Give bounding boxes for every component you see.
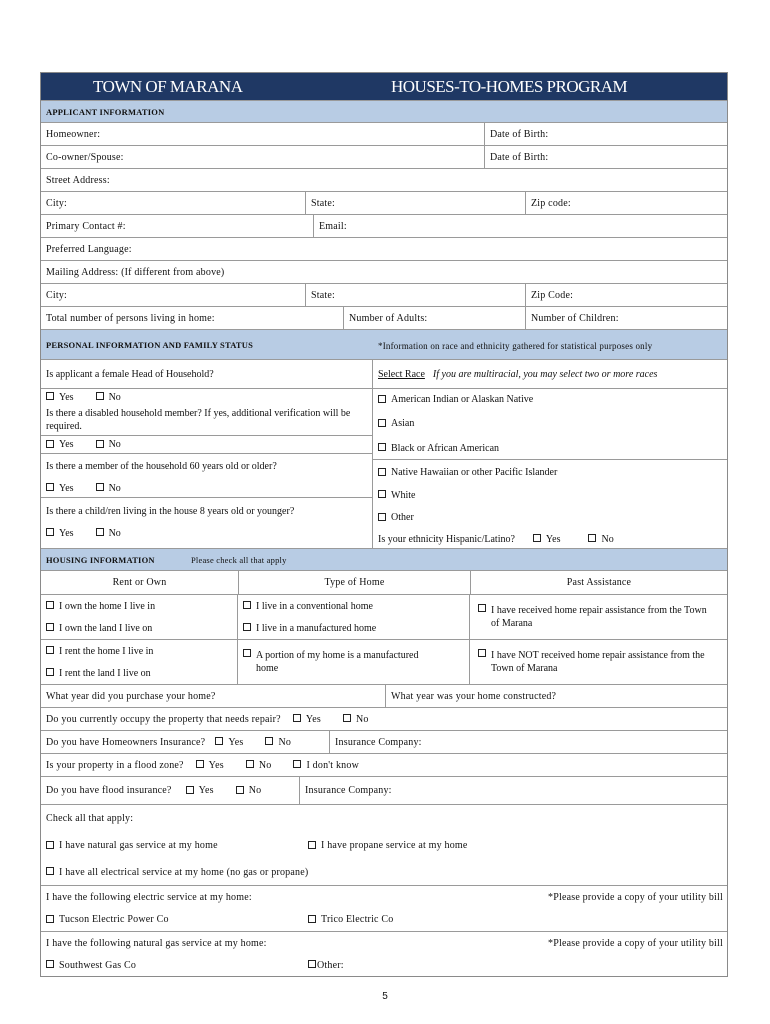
housing-col-headers <box>41 570 727 594</box>
section-note: Please check all that apply <box>191 554 287 565</box>
no-label: No <box>108 527 121 539</box>
conventional-option <box>238 595 469 617</box>
all-electric-row <box>41 859 727 885</box>
race-option <box>373 459 727 485</box>
question-label: Is your property in a flood zone? <box>46 759 184 771</box>
option-label: I own the land I live on <box>59 622 153 634</box>
flood-insurance-question <box>41 777 299 804</box>
checkbox-icon[interactable] <box>46 915 54 923</box>
race-label: Native Hawaiian or other Pacific Islander <box>391 467 558 478</box>
q-female-head: Is applicant a female Head of Household? <box>46 368 214 380</box>
page-number: 5 <box>382 991 388 1002</box>
dob2-field[interactable]: Date of Birth: <box>484 146 727 168</box>
checkbox-icon[interactable] <box>46 440 54 448</box>
checkbox-icon[interactable] <box>293 760 301 768</box>
question-label: Do you have Homeowners Insurance? <box>46 736 206 748</box>
option-label: I have propane service at my home <box>321 840 468 851</box>
language-row <box>41 237 727 260</box>
checkbox-icon[interactable] <box>478 649 486 657</box>
flood-insurance-company-field[interactable]: Insurance Company: <box>299 777 727 804</box>
language-field[interactable]: Preferred Language: <box>46 243 132 255</box>
checkbox-icon[interactable] <box>46 841 54 849</box>
multiracial-note: If you are multiracial, you may select two or more races <box>432 368 658 380</box>
race-label: American Indian or Alaskan Native <box>391 394 534 405</box>
home-type-col <box>238 595 470 684</box>
section-label: PERSONAL INFORMATION AND FAMILY STATUS <box>46 339 254 350</box>
checkbox-icon[interactable] <box>46 483 54 491</box>
checkbox-icon[interactable] <box>46 668 54 676</box>
personal-grid <box>41 359 727 548</box>
race-option <box>373 437 727 459</box>
city2-field[interactable]: City: <box>46 289 68 301</box>
applicant-section-header <box>41 100 727 122</box>
checkbox-icon[interactable] <box>46 646 54 654</box>
occupy-row <box>41 707 727 730</box>
not-received-option <box>470 639 727 684</box>
q-60: Is there a member of the household 60 years old or older? <box>41 453 372 479</box>
manufactured-option <box>238 617 469 639</box>
flood-zone-question <box>41 754 727 776</box>
checkbox-icon[interactable] <box>588 534 596 542</box>
no-label: No <box>108 391 121 403</box>
children-field[interactable]: Number of Children: <box>525 307 727 329</box>
race-label: Black or African American <box>391 442 500 454</box>
mailing-row <box>41 260 727 283</box>
checkbox-icon[interactable] <box>243 649 251 657</box>
personal-section-header <box>41 329 727 359</box>
yes-label: Yes <box>208 759 224 771</box>
option-label: I rent the home I live in <box>59 645 154 657</box>
state-field[interactable]: State: <box>305 192 525 214</box>
application-form <box>40 72 728 977</box>
option-label: Tucson Electric Power Co <box>59 914 169 925</box>
checkbox-icon[interactable] <box>243 623 251 631</box>
utility-note: *Please provide a copy of your utility bill <box>548 891 723 903</box>
natural-gas-option <box>41 832 303 859</box>
no-label: No <box>355 713 369 725</box>
primary-contact-field[interactable]: Primary Contact #: <box>46 220 126 232</box>
question-label: Do you have flood insurance? <box>46 785 172 796</box>
checkbox-icon[interactable] <box>46 601 54 609</box>
housing-grid <box>41 594 727 684</box>
insurance-company-field[interactable]: Insurance Company: <box>329 731 727 753</box>
town-title: TOWN OF MARANA <box>93 76 243 96</box>
city2-row <box>41 283 727 306</box>
propane-option <box>303 832 727 859</box>
personal-left-col <box>41 360 373 548</box>
no-label: No <box>601 533 614 545</box>
occupy-question <box>41 708 727 730</box>
homeowner-field[interactable]: Homeowner: <box>46 128 101 140</box>
check-all-label: Check all that apply: <box>46 813 134 824</box>
yes-label: Yes <box>59 391 74 403</box>
checkbox-icon[interactable] <box>46 392 54 400</box>
mailing-field[interactable]: Mailing Address: (If different from above) <box>46 266 225 278</box>
yes-label: Yes <box>59 527 74 539</box>
option-label: Southwest Gas Co <box>59 959 137 971</box>
yes-label: Yes <box>59 482 74 494</box>
email-field[interactable]: Email: <box>313 215 727 237</box>
zip2-field[interactable]: Zip Code: <box>525 284 727 306</box>
race-option <box>373 485 727 505</box>
checkbox-icon[interactable] <box>215 737 223 745</box>
adults-field[interactable]: Number of Adults: <box>343 307 525 329</box>
electric-options-row <box>41 908 727 931</box>
personal-right-col <box>373 360 727 548</box>
past-assistance-col <box>470 595 727 684</box>
col-type-header: Type of Home <box>238 571 470 594</box>
section-label: HOUSING INFORMATION <box>46 554 155 565</box>
other-option <box>303 954 727 976</box>
received-option <box>470 595 727 639</box>
checkbox-icon[interactable] <box>46 960 54 968</box>
checkbox-icon[interactable] <box>478 604 486 612</box>
race-option <box>373 410 727 437</box>
rent-land-option <box>41 662 237 684</box>
child-options <box>41 524 372 542</box>
insurance-question <box>41 731 329 753</box>
col-past-header: Past Assistance <box>470 571 727 594</box>
street-row <box>41 168 727 191</box>
coowner-field[interactable]: Co-owner/Spouse: <box>46 151 124 163</box>
no-label: No <box>278 736 292 748</box>
option-label: A portion of my home is a manufactured home <box>256 650 419 674</box>
program-title: HOUSES-TO-HOMES PROGRAM <box>391 76 628 96</box>
form-title-bar <box>41 73 727 100</box>
gas-options-row <box>41 954 727 976</box>
race-option <box>373 505 727 530</box>
checkbox-icon[interactable] <box>378 419 386 427</box>
race-heading <box>373 360 727 388</box>
race-option <box>373 388 727 410</box>
gas-service-label <box>41 932 727 954</box>
total-persons-field[interactable]: Total number of persons living in home: <box>46 312 215 324</box>
option-label: I live in a manufactured home <box>256 622 377 634</box>
option-label: I have all electrical service at my home (no gas or propane) <box>59 866 309 878</box>
checkbox-icon[interactable] <box>378 468 386 476</box>
question-label: I have the following natural gas service at my home: <box>46 937 267 949</box>
check-all-row <box>41 804 727 832</box>
checkbox-icon[interactable] <box>46 528 54 536</box>
own-land-option <box>41 617 237 639</box>
purchase-row <box>41 684 727 707</box>
tep-option <box>41 908 303 931</box>
race-label: Other <box>391 512 414 523</box>
disabled-options <box>41 435 372 453</box>
utility-note: *Please provide a copy of your utility bill <box>548 937 723 949</box>
flood-insurance-row <box>41 776 727 804</box>
yes-label: Yes <box>228 736 244 748</box>
persons-row <box>41 306 727 329</box>
no-label: No <box>258 759 272 771</box>
coowner-row <box>41 145 727 168</box>
city-row <box>41 191 727 214</box>
constructed-year-field[interactable]: What year was your home constructed? <box>385 685 727 707</box>
flood-zone-row <box>41 753 727 776</box>
checkbox-icon[interactable] <box>96 392 104 400</box>
rent-home-option <box>41 639 237 662</box>
checkbox-icon[interactable] <box>96 440 104 448</box>
state2-field[interactable]: State: <box>305 284 525 306</box>
yes-label: Yes <box>59 439 74 450</box>
checkbox-icon[interactable] <box>293 714 301 722</box>
checkbox-icon[interactable] <box>378 490 386 498</box>
checkbox-icon[interactable] <box>378 443 386 451</box>
yes-label: Yes <box>198 785 214 796</box>
option-label: I have natural gas service at my home <box>59 840 218 851</box>
zip-field[interactable]: Zip code: <box>525 192 727 214</box>
all-electric-option <box>41 859 727 885</box>
checkbox-icon[interactable] <box>246 760 254 768</box>
electric-service-label <box>41 886 727 908</box>
contact-row <box>41 214 727 237</box>
city-field[interactable]: City: <box>46 197 68 209</box>
question-label: I have the following electric service at my home: <box>46 891 252 903</box>
insurance-row <box>41 730 727 753</box>
checkbox-icon[interactable] <box>533 534 541 542</box>
no-label: No <box>108 439 121 450</box>
swgas-option <box>41 954 303 976</box>
checkbox-icon[interactable] <box>236 786 244 794</box>
yes-label: Yes <box>305 713 321 725</box>
electric-service-row <box>41 885 727 908</box>
yes-label: Yes <box>545 533 561 545</box>
checkbox-icon[interactable] <box>243 601 251 609</box>
rent-own-col <box>41 595 238 684</box>
section-label: APPLICANT INFORMATION <box>46 106 165 117</box>
street-field[interactable]: Street Address: <box>46 174 110 186</box>
checkbox-icon[interactable] <box>186 786 194 794</box>
checkbox-icon[interactable] <box>308 841 316 849</box>
checkbox-icon[interactable] <box>378 395 386 403</box>
gas-propane-row <box>41 832 727 859</box>
trico-option <box>303 908 727 931</box>
hispanic-row <box>373 530 727 548</box>
col-rent-header: Rent or Own <box>112 577 167 588</box>
checkbox-icon[interactable] <box>378 513 386 521</box>
race-note: *Information on race and ethnicity gathered for statistical purposes only <box>378 340 653 351</box>
dob-field[interactable]: Date of Birth: <box>484 123 727 145</box>
checkbox-icon[interactable] <box>343 714 351 722</box>
option-label: I rent the land I live on <box>59 667 151 679</box>
60-options <box>41 479 372 497</box>
select-race-label: Select Race <box>378 368 425 380</box>
checkbox-icon[interactable] <box>46 867 54 875</box>
race-label: White <box>391 489 416 501</box>
no-label: No <box>248 785 262 796</box>
checkbox-icon[interactable] <box>265 737 273 745</box>
checkbox-icon[interactable] <box>308 915 316 923</box>
question-label: Do you currently occupy the property that needs repair? <box>46 713 281 725</box>
checkbox-icon[interactable] <box>196 760 204 768</box>
no-label: No <box>108 482 121 494</box>
homeowner-row <box>41 122 727 145</box>
purchase-year-field[interactable]: What year did you purchase your home? <box>46 690 216 702</box>
option-label: I own the home I live in <box>59 600 156 612</box>
dont-know-label: I don't know <box>306 759 359 771</box>
checkbox-icon[interactable] <box>96 528 104 536</box>
option-label: I live in a conventional home <box>256 600 373 612</box>
checkbox-icon[interactable] <box>308 960 316 968</box>
q-disabled: Is there a disabled household member? If yes, additional verification will be required. <box>46 408 351 432</box>
gas-service-row <box>41 931 727 954</box>
q-hispanic: Is your ethnicity Hispanic/Latino? <box>378 533 515 545</box>
q-child: Is there a child/ren living in the house 8 years old or younger? <box>41 497 372 524</box>
checkbox-icon[interactable] <box>96 483 104 491</box>
race-label: Asian <box>391 418 415 429</box>
own-home-option <box>41 595 237 617</box>
option-label: Trico Electric Co <box>321 914 394 925</box>
option-label: I have NOT received home repair assistance from the Town of Marana <box>491 650 705 674</box>
checkbox-icon[interactable] <box>46 623 54 631</box>
option-label: Other: <box>317 959 344 971</box>
portion-option <box>238 639 469 684</box>
housing-section-header <box>41 548 727 570</box>
female-head-options <box>41 388 372 405</box>
option-label: I have received home repair assistance from the Town of Marana <box>491 605 707 629</box>
